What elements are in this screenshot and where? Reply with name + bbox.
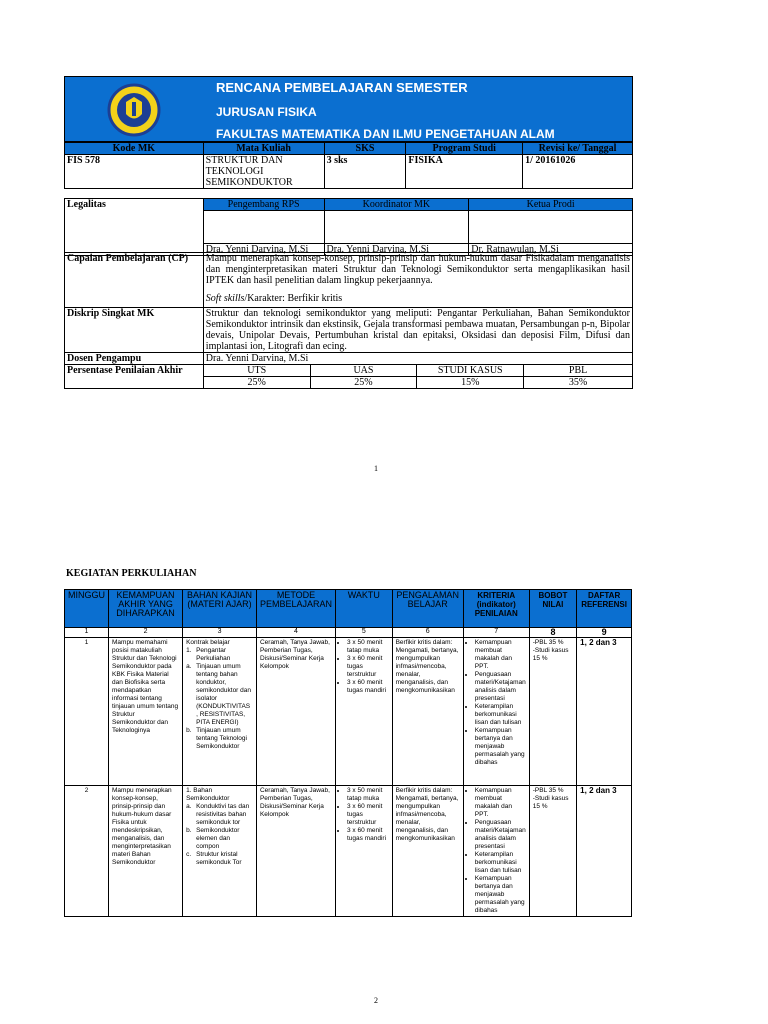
row-waktu: [336, 786, 393, 917]
list-item: • Kemampuan bertanya dan menjawab permasalah yang dibahas: [475, 875, 526, 915]
th-metode: METODE PEMBELAJARAN: [256, 590, 335, 628]
list-text: Tinjauan umum tentang bahan konduktor, semikonduktor dan isolator (KONDUKTIVITAS , RESISTIVITAS, PITA ENERGI): [196, 663, 251, 726]
list-marker: b.: [186, 827, 192, 834]
row-minggu: 2: [65, 786, 109, 917]
list-item: [186, 663, 253, 727]
soft-skills-em: Soft skills: [205, 293, 245, 304]
kaprodi-name: Dr. Ratnawulan, M.Si: [469, 244, 633, 256]
list-marker: c.: [186, 851, 192, 858]
list-item: [186, 647, 253, 663]
kaprodi-label: Ketua Prodi: [469, 199, 633, 211]
soft-skills-rest: /Karakter: Berfikir kritis: [244, 293, 343, 304]
list-item: • Kemampuan bertanya dan menjawab permasalah yang dibahas: [475, 727, 526, 767]
th-referensi: DAFTAR REFERENSI: [577, 590, 632, 628]
th-pengalaman: PENGALAMAN BELAJAR: [392, 590, 463, 628]
list-marker: a.: [186, 663, 192, 670]
list-item: [186, 727, 253, 751]
list-item: [186, 851, 253, 867]
th-waktu: WAKTU: [336, 590, 393, 628]
penilaian-name-studi-kasus: STUDI KASUS: [417, 365, 524, 377]
pengembang-label: Pengembang RPS: [203, 199, 324, 211]
mk-line-1: STRUKTUR DAN: [205, 155, 283, 166]
row-kriteria: [463, 786, 529, 917]
signature-kaprodi: [469, 211, 633, 244]
col-revisi: Revisi ke/ Tanggal: [523, 143, 633, 155]
fakultas-title: FAKULTAS MATEMATIKA DAN ILMU PENGETAHUAN ALAM: [216, 127, 555, 141]
bobot-line: -PBL 35 %: [532, 639, 564, 646]
list-marker: a.: [186, 803, 192, 810]
list-item: • Keterampilan berkomunikasi lisan dan tulisan: [475, 851, 526, 875]
row-kemampuan: Mampu menerapkan konsep-konsep, prinsip-prinsip dan hukum-hukum dasar Fisika untuk mendeskripsikan, menganalisis, dan menginterpretasikan materi Bahan Semikonduktor: [109, 786, 183, 917]
pengembang-name: Dra. Yenni Darvina, M.Si: [203, 244, 324, 256]
soft-skills: [206, 293, 630, 304]
penilaian-value-studi-kasus: 15%: [417, 377, 524, 389]
list-item: • 3 x 50 menit tatap muka: [347, 639, 389, 655]
col-number: 2: [109, 628, 183, 638]
legalitas-label: Legalitas: [65, 199, 204, 256]
mata-kuliah-value: [203, 155, 324, 189]
bobot-line: -Studi kasus 15 %: [532, 795, 569, 810]
row-metode: Ceramah, Tanya Jawab, Pemberian Tugas, Diskusi/Seminar Kerja Kelompok: [256, 786, 335, 917]
kegiatan-table: [64, 589, 632, 917]
row-minggu: 1: [65, 638, 109, 786]
diskrip-label: Diskrip Singkat MK: [65, 308, 204, 353]
col-number: 1: [65, 628, 109, 638]
list-item: • Kemampuan membuat makalah dan PPT.: [475, 787, 526, 819]
row-bobot: [529, 786, 576, 917]
list-marker: b.: [186, 727, 192, 734]
th-bahan: BAHAN KAJIAN (MATERI AJAR): [183, 590, 257, 628]
row-bobot: [529, 638, 576, 786]
diskrip-text: Struktur dan teknologi semikonduktor yang meliputi: Pengantar Perkuliahan, Bahan Semikonduktor Semikonduktor intrinsik dan ekstinsik, Gejala transformasi pembawa muatan, Persambungan p-n, Bipolar devais, Unipolar Devais, Pertumbuhan kristal dan epitaksi, Oksidasi dan deposisi Film, Difusi dan implantasi ion, Litografi dan ecing.: [203, 308, 632, 353]
list-item: • Keterampilan berkomunikasi lisan dan tulisan: [475, 703, 526, 727]
list-text: Pengantar Perkuliahan: [196, 647, 231, 662]
list-item: • 3 x 60 menit tugas terstruktur: [347, 655, 389, 679]
bobot-line: -Studi kasus 15 %: [532, 647, 569, 662]
prodi-value: FISIKA: [406, 155, 523, 189]
rps-table: [64, 76, 633, 389]
list-item: [186, 803, 253, 827]
koordinator-name: Dra. Yenni Darvina, M.Si: [324, 244, 469, 256]
course-info-table: [64, 142, 633, 189]
cp-cell: [203, 253, 632, 308]
penilaian-name-pbl: PBL: [524, 365, 633, 377]
col-sks: SKS: [324, 143, 406, 155]
dosen-value: Dra. Yenni Darvina, M.Si: [203, 353, 632, 365]
list-item: • 3 x 60 menit tugas mandiri: [347, 679, 389, 695]
col-number: 6: [392, 628, 463, 638]
col-kode-mk: Kode MK: [65, 143, 204, 155]
row-bahan: [183, 786, 257, 917]
row-referensi: 1, 2 dan 3: [577, 638, 632, 786]
table-row: [65, 638, 632, 786]
page-number-1: 1: [374, 464, 378, 473]
list-item: • 3 x 60 menit tugas mandiri: [347, 827, 389, 843]
penilaian-value-uas: 25%: [310, 377, 417, 389]
bahan-intro: Kontrak belajar: [186, 639, 230, 646]
kode-mk-value: FIS 578: [65, 155, 204, 189]
col-number: 3: [183, 628, 257, 638]
th-minggu: MINGGU: [65, 590, 109, 628]
revisi-value: 1/ 20161026: [523, 155, 633, 189]
list-item: • Penguasaan materi/Ketajaman analisis dalam presentasi: [475, 671, 526, 703]
penilaian-label: Persentase Penilaian Akhir: [65, 365, 204, 389]
penilaian-value-uts: 25%: [203, 377, 310, 389]
penilaian-value-pbl: 35%: [524, 377, 633, 389]
dosen-label: Dosen Pengampu: [65, 353, 204, 365]
col-program-studi: Program Studi: [406, 143, 523, 155]
sks-value: 3 sks: [324, 155, 406, 189]
university-seal-icon: [107, 83, 161, 137]
row-metode: Ceramah, Tanya Jawab, Pemberian Tugas, Diskusi/Seminar Kerja Kelompok: [256, 638, 335, 786]
col-number: 5: [336, 628, 393, 638]
cp-label: Capaian Pembelajaran (CP): [65, 253, 204, 308]
list-item: [186, 827, 253, 851]
legalitas-table: [64, 198, 633, 256]
th-bobot: BOBOT NILAI: [529, 590, 576, 628]
row-kriteria: [463, 638, 529, 786]
col-number: 8: [529, 628, 576, 638]
list-text: Struktur kristal semikonduk Tor: [196, 851, 242, 866]
jurusan-title: JURUSAN FISIKA: [216, 105, 317, 119]
list-marker: 1.: [186, 647, 192, 654]
list-item: • Penguasaan materi/Ketajaman analisis dalam presentasi: [475, 819, 526, 851]
rps-title: RENCANA PEMBELAJARAN SEMESTER: [216, 80, 468, 95]
mk-line-3: SEMIKONDUKTOR: [205, 177, 293, 188]
col-mata-kuliah: Mata Kuliah: [203, 143, 324, 155]
table-row: [65, 786, 632, 917]
mk-line-2: TEKNOLOGI: [205, 166, 264, 177]
col-number: 4: [256, 628, 335, 638]
list-text: Tinjauan umum tentang Teknologi Semikonduktor: [196, 727, 247, 750]
row-bahan: [183, 638, 257, 786]
row-kemampuan: Mampu memahami posisi matakuliah Struktur dan Teknologi Semikonduktor pada KBK Fisika Material dan Biofisika serta mendapatkan informasi tentang tinjauan umum tentang Struktur Semikonduktor dan Teknologinya: [109, 638, 183, 786]
list-item: • 3 x 60 menit tugas terstruktur: [347, 803, 389, 827]
course-description-table: [64, 252, 633, 389]
signature-koordinator: [324, 211, 469, 244]
col-number: 9: [577, 628, 632, 638]
bahan-intro: 1. Bahan Semikonduktor: [186, 787, 230, 802]
row-pengalaman: Berfikir kritis dalam: Mengamati, bertanya, mengumpulkan infmasi/mencoba, menalar, menganalisis, dan mengkomunikasikan: [392, 786, 463, 917]
penilaian-name-uts: UTS: [203, 365, 310, 377]
th-kriteria: KRITERIA (indikator) PENILAIAN: [463, 590, 529, 628]
signature-pengembang: [203, 211, 324, 244]
list-item: • 3 x 50 menit tatap muka: [347, 787, 389, 803]
list-text: Semikonduktor elemen dan compon: [196, 827, 240, 850]
row-pengalaman: Berfikir kritis dalam: Mengamati, bertanya, mengumpulkan infmasi/mencoba, menalar, menganalisis, dan mengkomunikasikan: [392, 638, 463, 786]
list-item: • Kemampuan membuat makalah dan PPT.: [475, 639, 526, 671]
bobot-line: -PBL 35 %: [532, 787, 564, 794]
koordinator-label: Koordinator MK: [324, 199, 469, 211]
kegiatan-title: KEGIATAN PERKULIAHAN: [66, 568, 197, 579]
th-kemampuan: KEMAMPUAN AKHIR YANG DIHARAPKAN: [109, 590, 183, 628]
rps-header-banner: [64, 76, 633, 142]
row-waktu: [336, 638, 393, 786]
list-text: Konduktivi tas dan resistivitas bahan semikonduk tor: [196, 803, 250, 826]
col-number: 7: [463, 628, 529, 638]
cp-text: Mampu menerapkan konsep-konsep, prinsip-prinsip dan hukum-hukum dasar Fisikadalam menganalisis dan menginterpretasikan materi Struktur dan Teknologi Semikonduktor serta mengaplikasikan hasil IPTEK dan hasil penelitian dalam lingkup pekerjaannya.: [205, 253, 630, 286]
row-referensi: 1, 2 dan 3: [577, 786, 632, 917]
page-number-2: 2: [374, 996, 378, 1005]
penilaian-name-uas: UAS: [310, 365, 417, 377]
